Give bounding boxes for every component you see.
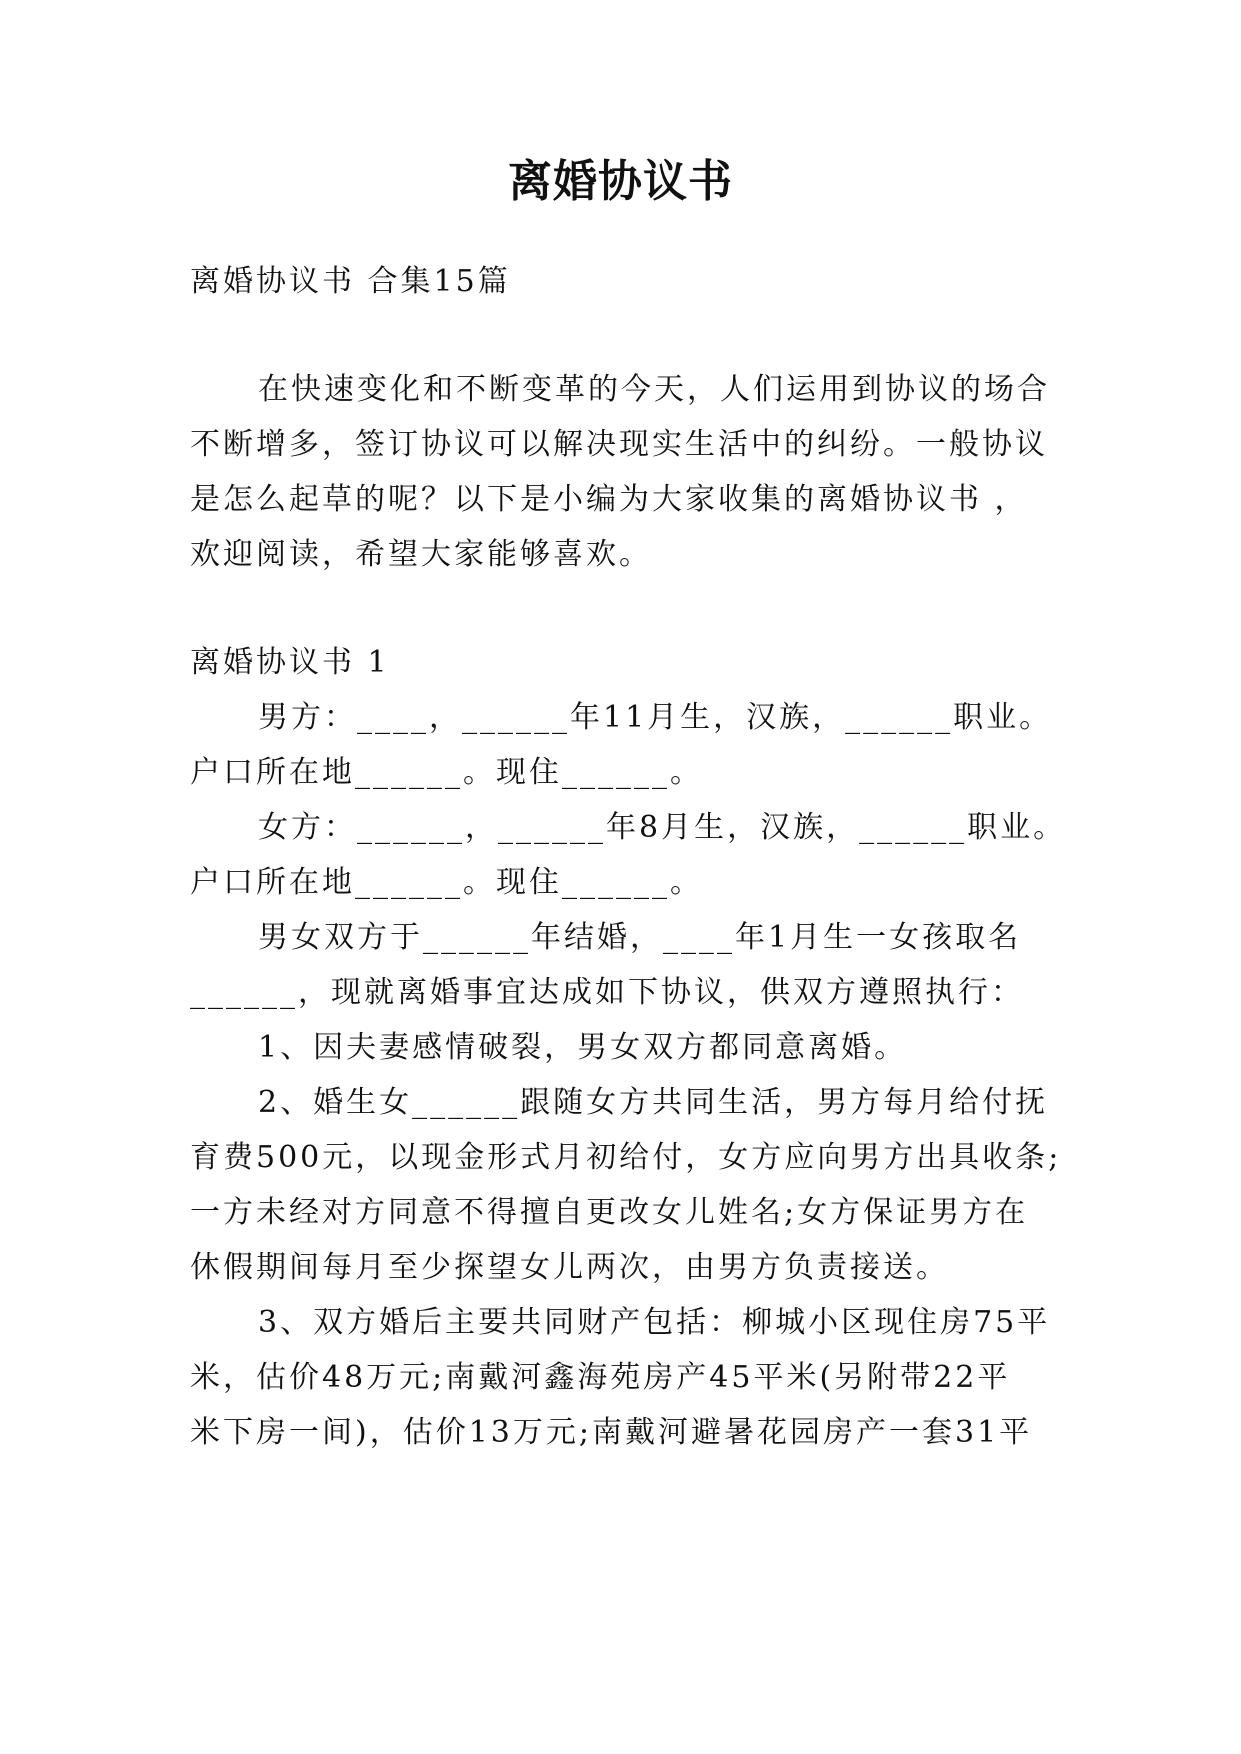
body-line-3: 女方：______，______年8月生，汉族，______职业。 xyxy=(258,810,1067,845)
body-line-11: 休假期间每月至少探望女儿两次，由男方负责接送。 xyxy=(190,1250,949,1285)
body-line-8: 2、婚生女______跟随女方共同生活，男方每月给付抚 xyxy=(258,1085,1049,1120)
body-line-12: 3、双方婚后主要共同财产包括：柳城小区现住房75平 xyxy=(258,1305,1051,1340)
document-title: 离婚协议书 xyxy=(508,156,733,207)
intro-line-4: 欢迎阅读，希望大家能够喜欢。 xyxy=(190,537,652,572)
body-line-9: 育费500元，以现金形式月初给付，女方应向男方出具收条; xyxy=(190,1140,1062,1175)
body-line-6: ______，现就离婚事宜达成如下协议，供双方遵照执行： xyxy=(190,975,1024,1010)
collection-subtitle: 离婚协议书 合集15篇 xyxy=(190,264,511,299)
body-line-7: 1、因夫妻感情破裂，男女双方都同意离婚。 xyxy=(258,1030,908,1065)
body-line-4: 户口所在地______。现住______。 xyxy=(190,865,703,900)
intro-line-3: 是怎么起草的呢？以下是小编为大家收集的离婚协议书 ， xyxy=(190,482,1028,517)
body-line-2: 户口所在地______。现住______。 xyxy=(190,755,703,790)
body-line-13: 米，估价48万元;南戴河鑫海苑房产45平米(另附带22平 xyxy=(190,1360,1011,1395)
intro-line-1: 在快速变化和不断变革的今天，人们运用到协议的场合 xyxy=(258,372,1050,407)
section-heading: 离婚协议书 1 xyxy=(190,645,390,680)
intro-line-2: 不断增多，签订协议可以解决现实生活中的纠纷。一般协议 xyxy=(190,427,1048,462)
body-line-14: 米下房一间)，估价13万元;南戴河避暑花园房产一套31平 xyxy=(190,1415,1033,1450)
body-line-10: 一方未经对方同意不得擅自更改女儿姓名;女方保证男方在 xyxy=(190,1195,1029,1230)
body-line-1: 男方：____，______年11月生，汉族，______职业。 xyxy=(258,700,1053,735)
body-line-5: 男女双方于______年结婚，____年1月生一女孩取名 xyxy=(258,920,1022,955)
